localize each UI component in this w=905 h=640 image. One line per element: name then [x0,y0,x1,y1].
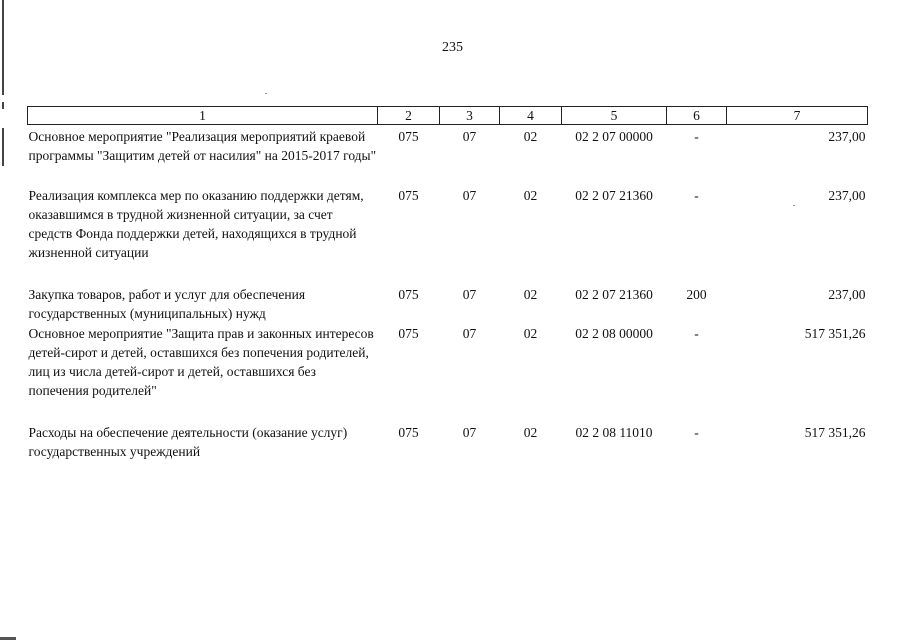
cell-ministry: 075 [398,287,419,302]
table-row [28,125,868,187]
row-name: Основное мероприятие "Реализация мероприятий краевой программы "Защитим детей от насилия" на 2015-2017 годы" [28,129,377,163]
column-header: 3 [440,107,500,125]
table-row [28,324,868,423]
cell-section: 07 [462,326,477,341]
cell-ministry: 075 [398,425,419,440]
cell-expense-type: - [694,188,699,203]
cell-subsection: 02 [523,129,538,144]
cell-ministry: 075 [398,188,419,203]
cell-section: 07 [462,188,477,203]
cell-subsection: 02 [523,287,538,302]
row-name: Основное мероприятие "Защита прав и законных интересов детей-сирот и детей, оставшихся без попечения родителей, лиц из числа детей-сирот и детей, оставшихся без попечения родителей" [28,326,374,398]
column-header: 1 [28,107,378,125]
budget-table [27,106,868,463]
cell-target-article: 02 2 08 11010 [575,425,653,440]
cell-expense-type: - [694,326,699,341]
cell-subsection: 02 [523,425,538,440]
row-name: Реализация комплекса мер по оказанию поддержки детям, оказавшимся в трудной жизненной ситуации, за счет средств Фонда поддержки детей, находящихся в трудной жизненной ситуации [28,188,364,260]
cell-target-article: 02 2 08 00000 [575,326,653,341]
cell-section: 07 [462,129,477,144]
row-name: Расходы на обеспечение деятельности (оказание услуг) государственных учреждений [28,425,348,459]
table-row [28,186,868,285]
cell-amount: 237,00 [828,188,866,203]
cell-amount: 237,00 [828,287,866,302]
page-number: 235 [442,40,463,55]
cell-subsection: 02 [523,188,538,203]
table-header-row [28,107,868,125]
scan-edge-mark-low [2,128,4,166]
column-header: 7 [727,107,868,125]
cell-ministry: 075 [398,326,419,341]
cell-expense-type: 200 [686,287,707,302]
cell-target-article: 02 2 07 21360 [575,287,653,302]
cell-section: 07 [462,287,477,302]
table-row [28,423,868,463]
scan-speck [265,93,267,94]
cell-ministry: 075 [398,129,419,144]
cell-amount: 517 351,26 [804,326,866,341]
column-header: 4 [500,107,562,125]
cell-target-article: 02 2 07 21360 [575,188,653,203]
cell-expense-type: - [694,129,699,144]
row-name: Закупка товаров, работ и услуг для обеспечения государственных (муниципальных) нужд [28,287,306,321]
scan-edge-mark-mid [2,102,4,109]
cell-expense-type: - [694,425,699,440]
cell-subsection: 02 [523,326,538,341]
cell-section: 07 [462,425,477,440]
cell-amount: 517 351,26 [804,425,866,440]
cell-target-article: 02 2 07 00000 [575,129,653,144]
column-header: 5 [562,107,667,125]
table-row [28,285,868,324]
cell-amount: 237,00 [828,129,866,144]
column-header: 2 [378,107,440,125]
column-header: 6 [667,107,727,125]
